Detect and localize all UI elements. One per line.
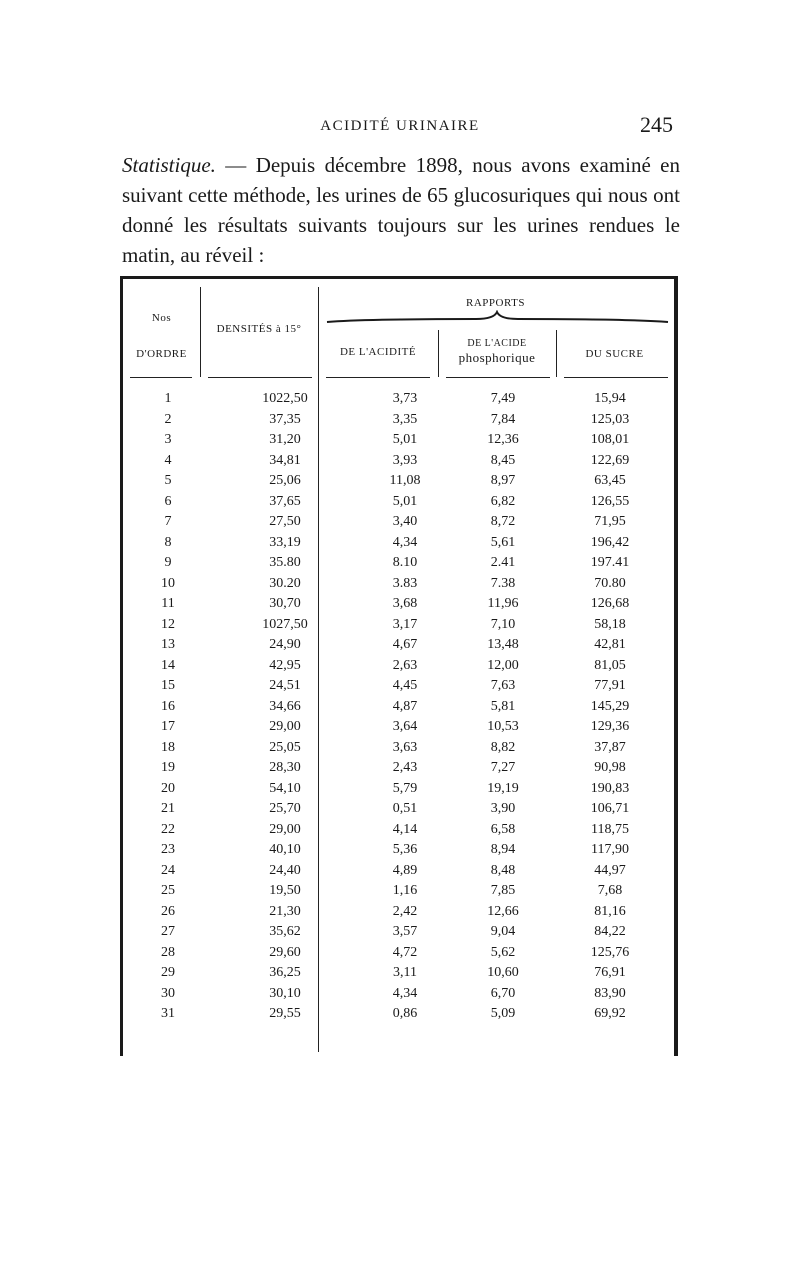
table-row [120, 945, 678, 966]
table-row [120, 494, 678, 515]
sucre-cell: 76,91 [594, 965, 626, 980]
sucre-cell: 70.80 [594, 575, 626, 591]
table-row [120, 535, 678, 556]
densite-cell: 35.80 [269, 555, 301, 570]
numero-cell: 16 [161, 698, 175, 714]
densite-cell: 42,95 [269, 657, 301, 673]
sucre-cell: 83,90 [594, 985, 626, 1001]
phosphorique-cell: 6,70 [490, 985, 516, 1001]
numero-cell: 15 [161, 678, 175, 693]
acidite-cell: 3,64 [392, 719, 418, 734]
phosphorique-cell: 5,09 [490, 1006, 516, 1021]
densite-cell: 29,00 [269, 719, 301, 734]
header-underline [564, 377, 668, 378]
densite-cell: 29,60 [269, 944, 301, 960]
sucre-cell: 7,68 [597, 883, 623, 898]
densite-cell: 28,30 [269, 760, 301, 775]
acidite-cell: 4,34 [392, 534, 418, 550]
numero-cell: 24 [161, 862, 175, 878]
header-densites: DENSITÉS à 15° [216, 323, 302, 335]
densite-cell: 34,66 [269, 698, 301, 714]
sucre-cell: 69,92 [594, 1006, 626, 1021]
page-number: 245 [640, 112, 673, 137]
header-numero-top: Nos [151, 312, 172, 324]
phosphorique-cell: 12,66 [487, 903, 519, 919]
table-row [120, 965, 678, 986]
numero-cell: 10 [161, 575, 175, 591]
densite-cell: 1027,50 [262, 616, 308, 632]
numero-cell: 7 [164, 514, 172, 529]
densite-cell: 31,20 [269, 432, 301, 447]
acidite-cell: 0,51 [392, 801, 418, 816]
densite-cell: 35,62 [269, 924, 301, 939]
acidite-cell: 4,87 [392, 698, 418, 714]
numero-cell: 17 [161, 719, 175, 734]
acidite-cell: 5,01 [392, 493, 418, 509]
sucre-cell: 15,94 [594, 391, 626, 406]
table-row [120, 740, 678, 761]
header-underline [446, 377, 550, 378]
phosphorique-cell: 8,48 [490, 862, 516, 878]
phosphorique-cell: 19,19 [487, 780, 519, 796]
acidite-cell: 3,68 [392, 596, 418, 611]
table-row [120, 863, 678, 884]
numero-cell: 26 [161, 903, 175, 919]
acidite-cell: 5,36 [392, 842, 418, 857]
acidite-cell: 5,79 [392, 780, 418, 796]
acidite-cell: 4,89 [392, 862, 418, 878]
sucre-cell: 37,87 [594, 739, 626, 755]
densite-cell: 21,30 [269, 903, 301, 919]
numero-cell: 14 [161, 657, 175, 673]
densite-cell: 30.20 [269, 575, 301, 591]
densite-cell: 24,51 [269, 678, 301, 693]
table-row [120, 555, 678, 576]
densite-cell: 37,65 [269, 493, 301, 509]
table-row [120, 596, 678, 617]
sucre-cell: 196,42 [590, 534, 630, 550]
numero-cell: 27 [161, 924, 175, 939]
phosphorique-cell: 8,72 [490, 514, 516, 529]
table-row [120, 904, 678, 925]
header-rapports: RAPPORTS [466, 297, 525, 309]
phosphorique-cell: 7,49 [490, 391, 516, 406]
header-underline [326, 377, 430, 378]
phosphorique-cell: 7,63 [490, 678, 516, 693]
densite-cell: 1022,50 [262, 391, 308, 406]
numero-cell: 1 [164, 391, 172, 406]
numero-cell: 22 [161, 821, 175, 837]
table-row [120, 391, 678, 412]
sucre-cell: 197.41 [590, 555, 630, 570]
phosphorique-cell: 10,53 [487, 719, 519, 734]
table-row [120, 658, 678, 679]
table-row [120, 1006, 678, 1027]
numero-cell: 11 [161, 596, 175, 611]
acidite-cell: 3,35 [392, 411, 418, 427]
table-row [120, 801, 678, 822]
phosphorique-cell: 11,96 [487, 596, 519, 611]
numero-cell: 23 [161, 842, 175, 857]
acidite-cell: 4,34 [392, 985, 418, 1001]
sucre-cell: 42,81 [594, 637, 626, 652]
table-row [120, 719, 678, 740]
phosphorique-cell: 8,45 [490, 452, 516, 468]
numero-cell: 31 [161, 1006, 175, 1021]
sucre-cell: 81,16 [594, 903, 626, 919]
phosphorique-cell: 8,82 [490, 739, 516, 755]
phosphorique-cell: 5,62 [490, 944, 516, 960]
acidite-cell: 11,08 [389, 473, 421, 488]
table-row [120, 883, 678, 904]
acidite-cell: 2,43 [392, 760, 418, 775]
table-row [120, 453, 678, 474]
phosphorique-cell: 12,36 [487, 432, 519, 447]
densite-cell: 29,55 [269, 1006, 301, 1021]
phosphorique-cell: 7,27 [490, 760, 516, 775]
table-row [120, 514, 678, 535]
table-row [120, 822, 678, 843]
acidite-cell: 1,16 [392, 883, 418, 898]
sucre-cell: 126,55 [590, 493, 630, 509]
header-numero-bottom: D'ORDRE [136, 348, 187, 360]
numero-cell: 18 [161, 739, 175, 755]
sucre-cell: 118,75 [591, 821, 629, 837]
sucre-cell: 145,29 [590, 698, 630, 714]
phosphorique-cell: 6,82 [490, 493, 516, 509]
acidite-cell: 3,57 [392, 924, 418, 939]
sucre-cell: 108,01 [590, 432, 630, 447]
phosphorique-cell: 7,84 [490, 411, 516, 427]
sucre-cell: 84,22 [594, 924, 626, 939]
table-row [120, 637, 678, 658]
acidite-cell: 3,11 [393, 965, 417, 980]
numero-cell: 21 [161, 801, 175, 816]
densite-cell: 27,50 [269, 514, 301, 529]
densite-cell: 30,10 [269, 985, 301, 1001]
numero-cell: 13 [161, 637, 175, 652]
numero-cell: 20 [161, 780, 175, 796]
acidite-cell: 4,14 [392, 821, 418, 837]
numero-cell: 3 [164, 432, 172, 447]
table-row [120, 781, 678, 802]
acidite-cell: 0,86 [392, 1006, 418, 1021]
densite-cell: 19,50 [269, 883, 301, 898]
phosphorique-cell: 10,60 [487, 965, 519, 980]
table-row [120, 412, 678, 433]
numero-cell: 6 [164, 493, 172, 509]
table-row [120, 986, 678, 1007]
header-phosphorique-bottom: phosphorique [458, 350, 536, 365]
numero-cell: 29 [161, 965, 175, 980]
densite-cell: 34,81 [269, 452, 301, 468]
table-row [120, 699, 678, 720]
sucre-cell: 122,69 [590, 452, 630, 468]
numero-cell: 5 [164, 473, 172, 488]
acidite-cell: 3.83 [392, 575, 418, 591]
phosphorique-cell: 6,58 [490, 821, 516, 837]
phosphorique-cell: 12,00 [487, 657, 519, 673]
numero-cell: 28 [161, 944, 175, 960]
densite-cell: 54,10 [269, 780, 301, 796]
densite-cell: 25,06 [269, 473, 301, 488]
sucre-cell: 71,95 [594, 514, 626, 529]
acidite-cell: 3,63 [392, 739, 418, 755]
header-underline [208, 377, 312, 378]
densite-cell: 40,10 [269, 842, 301, 857]
numero-cell: 30 [161, 985, 175, 1001]
acidite-cell: 4,72 [392, 944, 418, 960]
acidite-cell: 2,42 [392, 903, 418, 919]
header-underline [130, 377, 192, 378]
phosphorique-cell: 13,48 [487, 637, 519, 652]
table-row [120, 760, 678, 781]
sucre-cell: 126,68 [590, 596, 630, 611]
densite-cell: 24,40 [269, 862, 301, 878]
acidite-cell: 2,63 [392, 657, 418, 673]
sucre-cell: 58,18 [594, 616, 626, 632]
phosphorique-cell: 8,94 [490, 842, 516, 857]
phosphorique-cell: 3,90 [490, 801, 516, 816]
sucre-cell: 90,98 [594, 760, 626, 775]
phosphorique-cell: 7,10 [490, 616, 516, 632]
phosphorique-cell: 7,85 [490, 883, 516, 898]
numero-cell: 25 [161, 883, 175, 898]
rapports-brace [326, 310, 669, 330]
numero-cell: 12 [161, 616, 175, 632]
sucre-cell: 125,76 [590, 944, 630, 960]
acidite-cell: 3,93 [392, 452, 418, 468]
acidite-cell: 3,40 [392, 514, 418, 529]
paragraph-text: — Depuis décembre 1898, nous avons examiné en suivant cette méthode, les urines de 65 glucosuriques qui nous ont donné les résultats suivants toujours sur les urines rendues le matin, au réveil : [122, 153, 680, 267]
header-acidite: DE L'ACIDITÉ [339, 346, 417, 358]
phosphorique-cell: 5,81 [490, 698, 516, 714]
acidite-cell: 4,67 [392, 637, 418, 652]
acidite-cell: 3,17 [392, 616, 418, 632]
densite-cell: 24,90 [269, 637, 301, 652]
densite-cell: 33,19 [269, 534, 301, 550]
sucre-cell: 77,91 [594, 678, 626, 693]
densite-cell: 37,35 [269, 411, 301, 427]
densite-cell: 25,05 [269, 739, 301, 755]
header-phosphorique-top: DE L'ACIDE [467, 338, 527, 349]
phosphorique-cell: 8,97 [490, 473, 516, 488]
sucre-cell: 117,90 [591, 842, 629, 857]
sucre-cell: 129,36 [590, 719, 630, 734]
numero-cell: 2 [164, 411, 172, 427]
running-title: ACIDITÉ URINAIRE [320, 118, 480, 134]
acidite-cell: 3,73 [392, 391, 418, 406]
acidite-cell: 8.10 [392, 555, 418, 570]
intro-paragraph [122, 150, 680, 270]
densite-cell: 25,70 [269, 801, 301, 816]
phosphorique-cell: 5,61 [490, 534, 516, 550]
numero-cell: 19 [161, 760, 175, 775]
sucre-cell: 106,71 [590, 801, 630, 816]
densite-cell: 30,70 [269, 596, 301, 611]
paragraph-lead: Statistique. [122, 153, 216, 177]
sucre-cell: 44,97 [594, 862, 626, 878]
densite-cell: 36,25 [269, 965, 301, 980]
table-row [120, 678, 678, 699]
numero-cell: 4 [164, 452, 172, 468]
numero-cell: 8 [164, 534, 172, 550]
densite-cell: 29,00 [269, 821, 301, 837]
acidite-cell: 5,01 [392, 432, 418, 447]
sucre-cell: 190,83 [590, 780, 630, 796]
phosphorique-cell: 9,04 [490, 924, 516, 939]
numero-cell: 9 [164, 555, 172, 570]
sucre-cell: 81,05 [594, 657, 626, 673]
table-row [120, 432, 678, 453]
table-row [120, 576, 678, 597]
phosphorique-cell: 2.41 [490, 555, 516, 570]
acidite-cell: 4,45 [392, 678, 418, 693]
table-row [120, 842, 678, 863]
sucre-cell: 63,45 [594, 473, 626, 488]
sucre-cell: 125,03 [590, 411, 630, 427]
table-row [120, 924, 678, 945]
table-row [120, 473, 678, 494]
table-row [120, 617, 678, 638]
header-sucre: DU SUCRE [585, 348, 644, 360]
phosphorique-cell: 7.38 [490, 575, 516, 591]
